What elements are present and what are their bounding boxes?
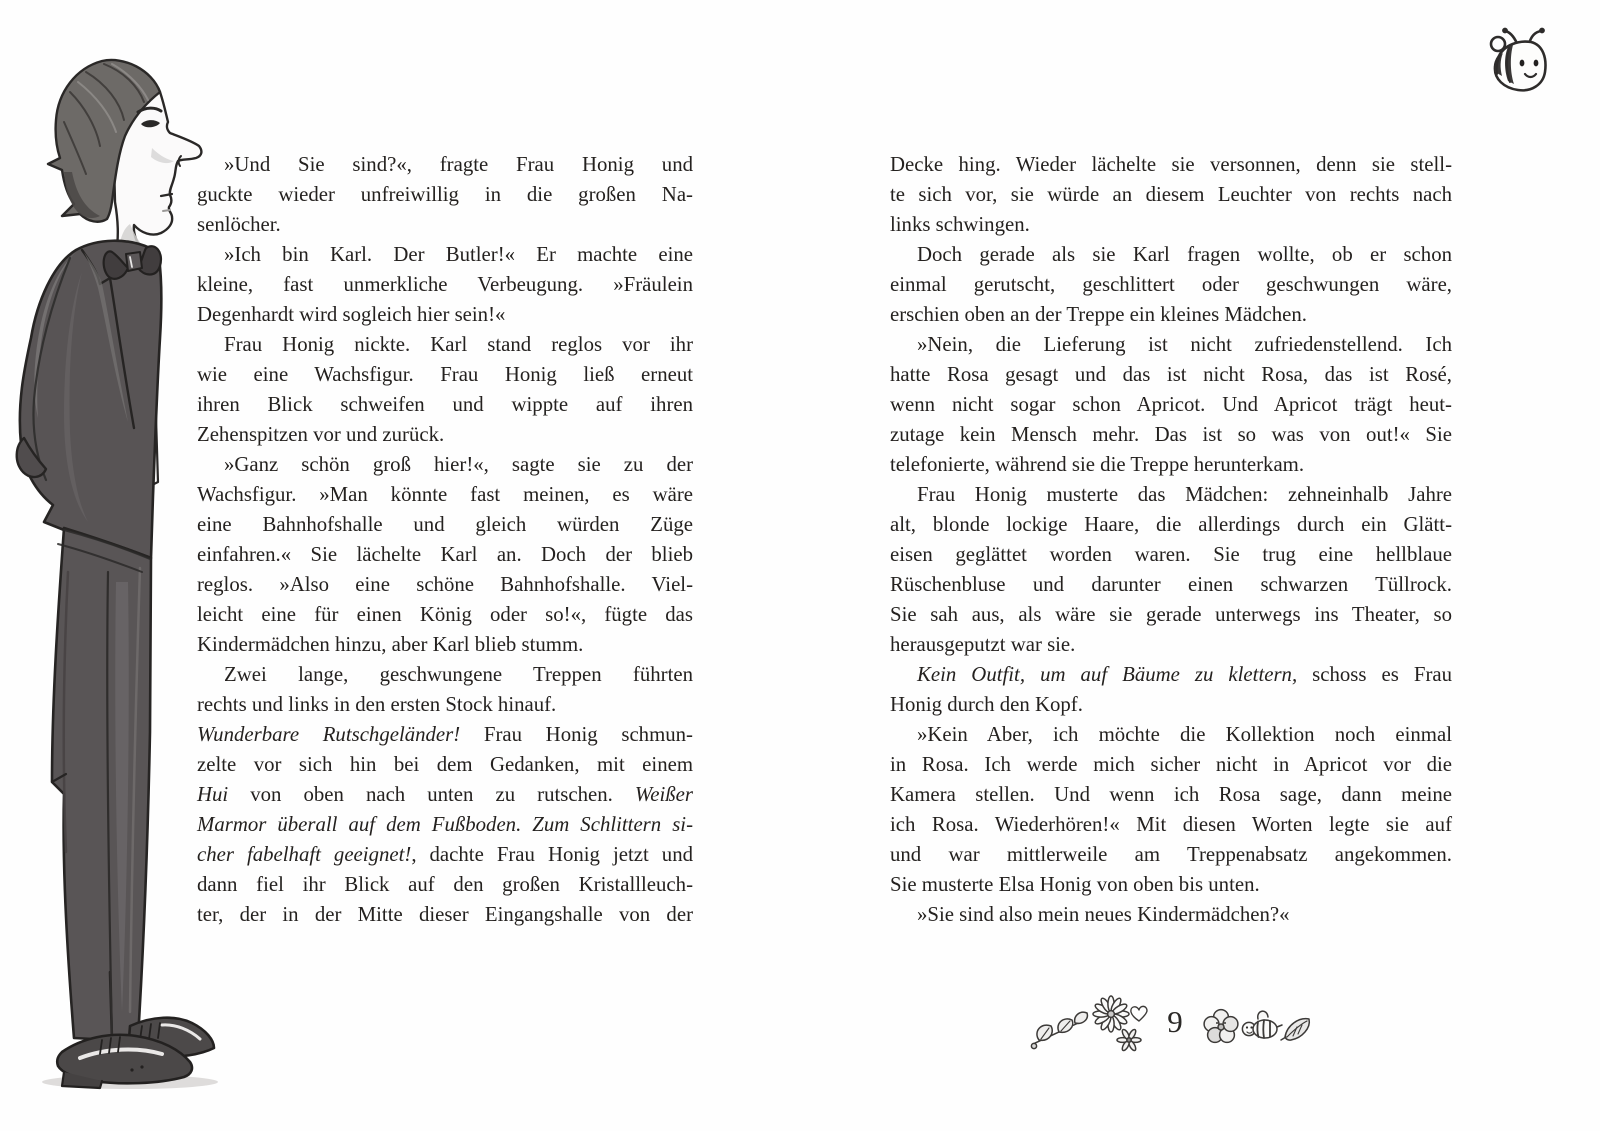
text-line: »Kein Aber, ich möchte die Kollektion noch einmal: [917, 723, 1452, 746]
leaf-sprig-icon: [1032, 1012, 1088, 1048]
text-line: »Nein, die Lieferung ist nicht zufriedenstellend. Ich: [917, 333, 1452, 356]
bee-eye: [1534, 60, 1539, 67]
text-line: te sich vor, sie würde an diesem Leuchter von rechts nach: [890, 183, 1452, 206]
bee-wing: [1258, 1011, 1268, 1019]
flower-doodles-right: [1201, 997, 1313, 1053]
leaf-icon: [1281, 1019, 1309, 1040]
text-line: senlöcher.: [197, 213, 281, 236]
text-line: eisen geglättet worden waren. Sie trug eine hellblaue: [890, 543, 1452, 566]
text-line: Frau Honig musterte das Mädchen: zehneinhalb Jahre: [917, 483, 1452, 506]
blossom-icon: [1204, 1010, 1238, 1043]
text-line: Frau Honig nickte. Karl stand reglos vor ihr: [224, 333, 693, 356]
jacket: [20, 241, 162, 558]
bee-body: [1495, 42, 1546, 91]
bee-icon: [1484, 26, 1548, 102]
text-line: Kein Outfit, um auf Bäume zu klettern, schoss es Frau: [917, 663, 1453, 686]
text-line: Kamera stellen. Und wenn ich Rosa sage, dann meine: [890, 783, 1452, 806]
heart-icon: [1131, 1006, 1147, 1021]
bee-eye: [1520, 60, 1525, 67]
text-line: rechts und links in den ersten Stock hinauf.: [197, 693, 557, 716]
text-line: Zehenspitzen vor und zurück.: [197, 423, 445, 446]
text-line: erschien oben an der Treppe ein kleines Mädchen.: [890, 303, 1307, 326]
text-line: Zwei lange, geschwungene Treppen führten: [224, 663, 693, 686]
text-line: reglos. »Also eine schöne Bahnhofshalle. Viel-: [197, 573, 693, 596]
text-line: zutage kein Mensch mehr. Das ist so was von out!« Sie: [890, 423, 1452, 446]
text-line: Sie sah aus, als wäre sie gerade unterwegs ins Theater, so: [890, 603, 1452, 626]
text-line: »Ich bin Karl. Der Butler!« Er machte eine: [224, 243, 693, 266]
text-line: Kindermädchen hinzu, aber Karl blieb stumm.: [197, 633, 584, 656]
page-number: 9: [1167, 1003, 1183, 1039]
text-line: Wunderbare Rutschgeländer! Frau Honig schmun-: [197, 723, 693, 746]
text-line: alt, blonde lockige Haare, die allerdings durch ein Glätt-: [890, 513, 1452, 536]
text-line: ich Rosa. Wiederhören!« Mit diesen Worten legte sie auf: [890, 813, 1452, 836]
text-line: dann fiel ihr Blick auf den großen Kristallleuch-: [197, 873, 693, 896]
text-line: Wachsfigur. »Man könnte fast meinen, es wäre: [197, 483, 693, 506]
text-line: links schwingen.: [890, 213, 1030, 236]
flower-doodles-left: [1027, 994, 1153, 1056]
text-line: Doch gerade als sie Karl fragen wollte, ob er schon: [917, 243, 1452, 266]
text-line: kleine, fast unmerkliche Verbeugung. »Fräulein: [197, 273, 693, 296]
text-line: wenn nicht sogar schon Apricot. Und Apricot trägt heut-: [890, 393, 1452, 416]
text-line: »Ganz schön groß hier!«, sagte sie zu der: [224, 453, 693, 476]
text-line: Degenhardt wird sogleich hier sein!«: [197, 303, 506, 326]
text-line: wie eine Wachsfigur. Frau Honig ließ erneut: [197, 363, 693, 386]
bee-icon: [1242, 1011, 1282, 1038]
text-line: »Und Sie sind?«, fragte Frau Honig und: [224, 153, 693, 176]
text-line: guckte wieder unfreiwillig in die großen Na-: [197, 183, 693, 206]
text-line: Honig durch den Kopf.: [890, 693, 1083, 716]
bee-stinger: [1277, 1025, 1282, 1027]
text-line: Sie musterte Elsa Honig von oben bis unten.: [890, 873, 1260, 896]
daisy-icon: [1093, 996, 1129, 1032]
text-line: ihren Blick schweifen und wippte auf ihren: [197, 393, 693, 416]
text-line: ter, der in der Mitte dieser Eingangshalle von der: [197, 903, 693, 926]
text-line: herausgeputzt war sie.: [890, 633, 1076, 656]
right-page-text: [890, 150, 1452, 930]
text-line: zelte vor sich hin bei dem Gedanken, mit einem: [197, 753, 693, 776]
text-line: einmal gerutscht, geschlittert oder geschwungen wäre,: [890, 273, 1452, 296]
text-line: hatte Rosa gesagt und das ist nicht Rosa, das ist Rosé,: [890, 363, 1452, 386]
text-line: telefonierte, während sie die Treppe herunterkam.: [890, 453, 1305, 476]
text-line: »Sie sind also mein neues Kindermädchen?«: [917, 903, 1290, 926]
text-line: Marmor überall auf dem Fußboden. Zum Schlittern si-: [197, 813, 693, 836]
page-footer: [1020, 992, 1320, 1058]
text-line: und war mittlerweile am Treppenabsatz angekommen.: [890, 843, 1452, 866]
text-line: leicht eine für einen König oder so!«, fügte das: [197, 603, 693, 626]
text-line: eine Bahnhofshalle und gleich würden Züge: [197, 513, 693, 536]
text-line: Decke hing. Wieder lächelte sie versonnen, denn sie stell-: [890, 153, 1452, 176]
text-line: cher fabelhaft geeignet!, dachte Frau Honig jetzt und: [197, 843, 693, 866]
left-page-text: [197, 150, 693, 930]
small-flower-icon: [1117, 1028, 1141, 1051]
text-line: Rüschenbluse und darunter einen schwarzen Tüllrock.: [890, 573, 1452, 596]
text-line: in Rosa. Ich werde mich sicher nicht in Apricot vor die: [890, 753, 1452, 776]
text-line: einfahren.« Sie lächelte Karl an. Doch der blieb: [197, 543, 693, 566]
text-line: Hui von oben nach unten zu rutschen. Weißer: [197, 783, 693, 806]
